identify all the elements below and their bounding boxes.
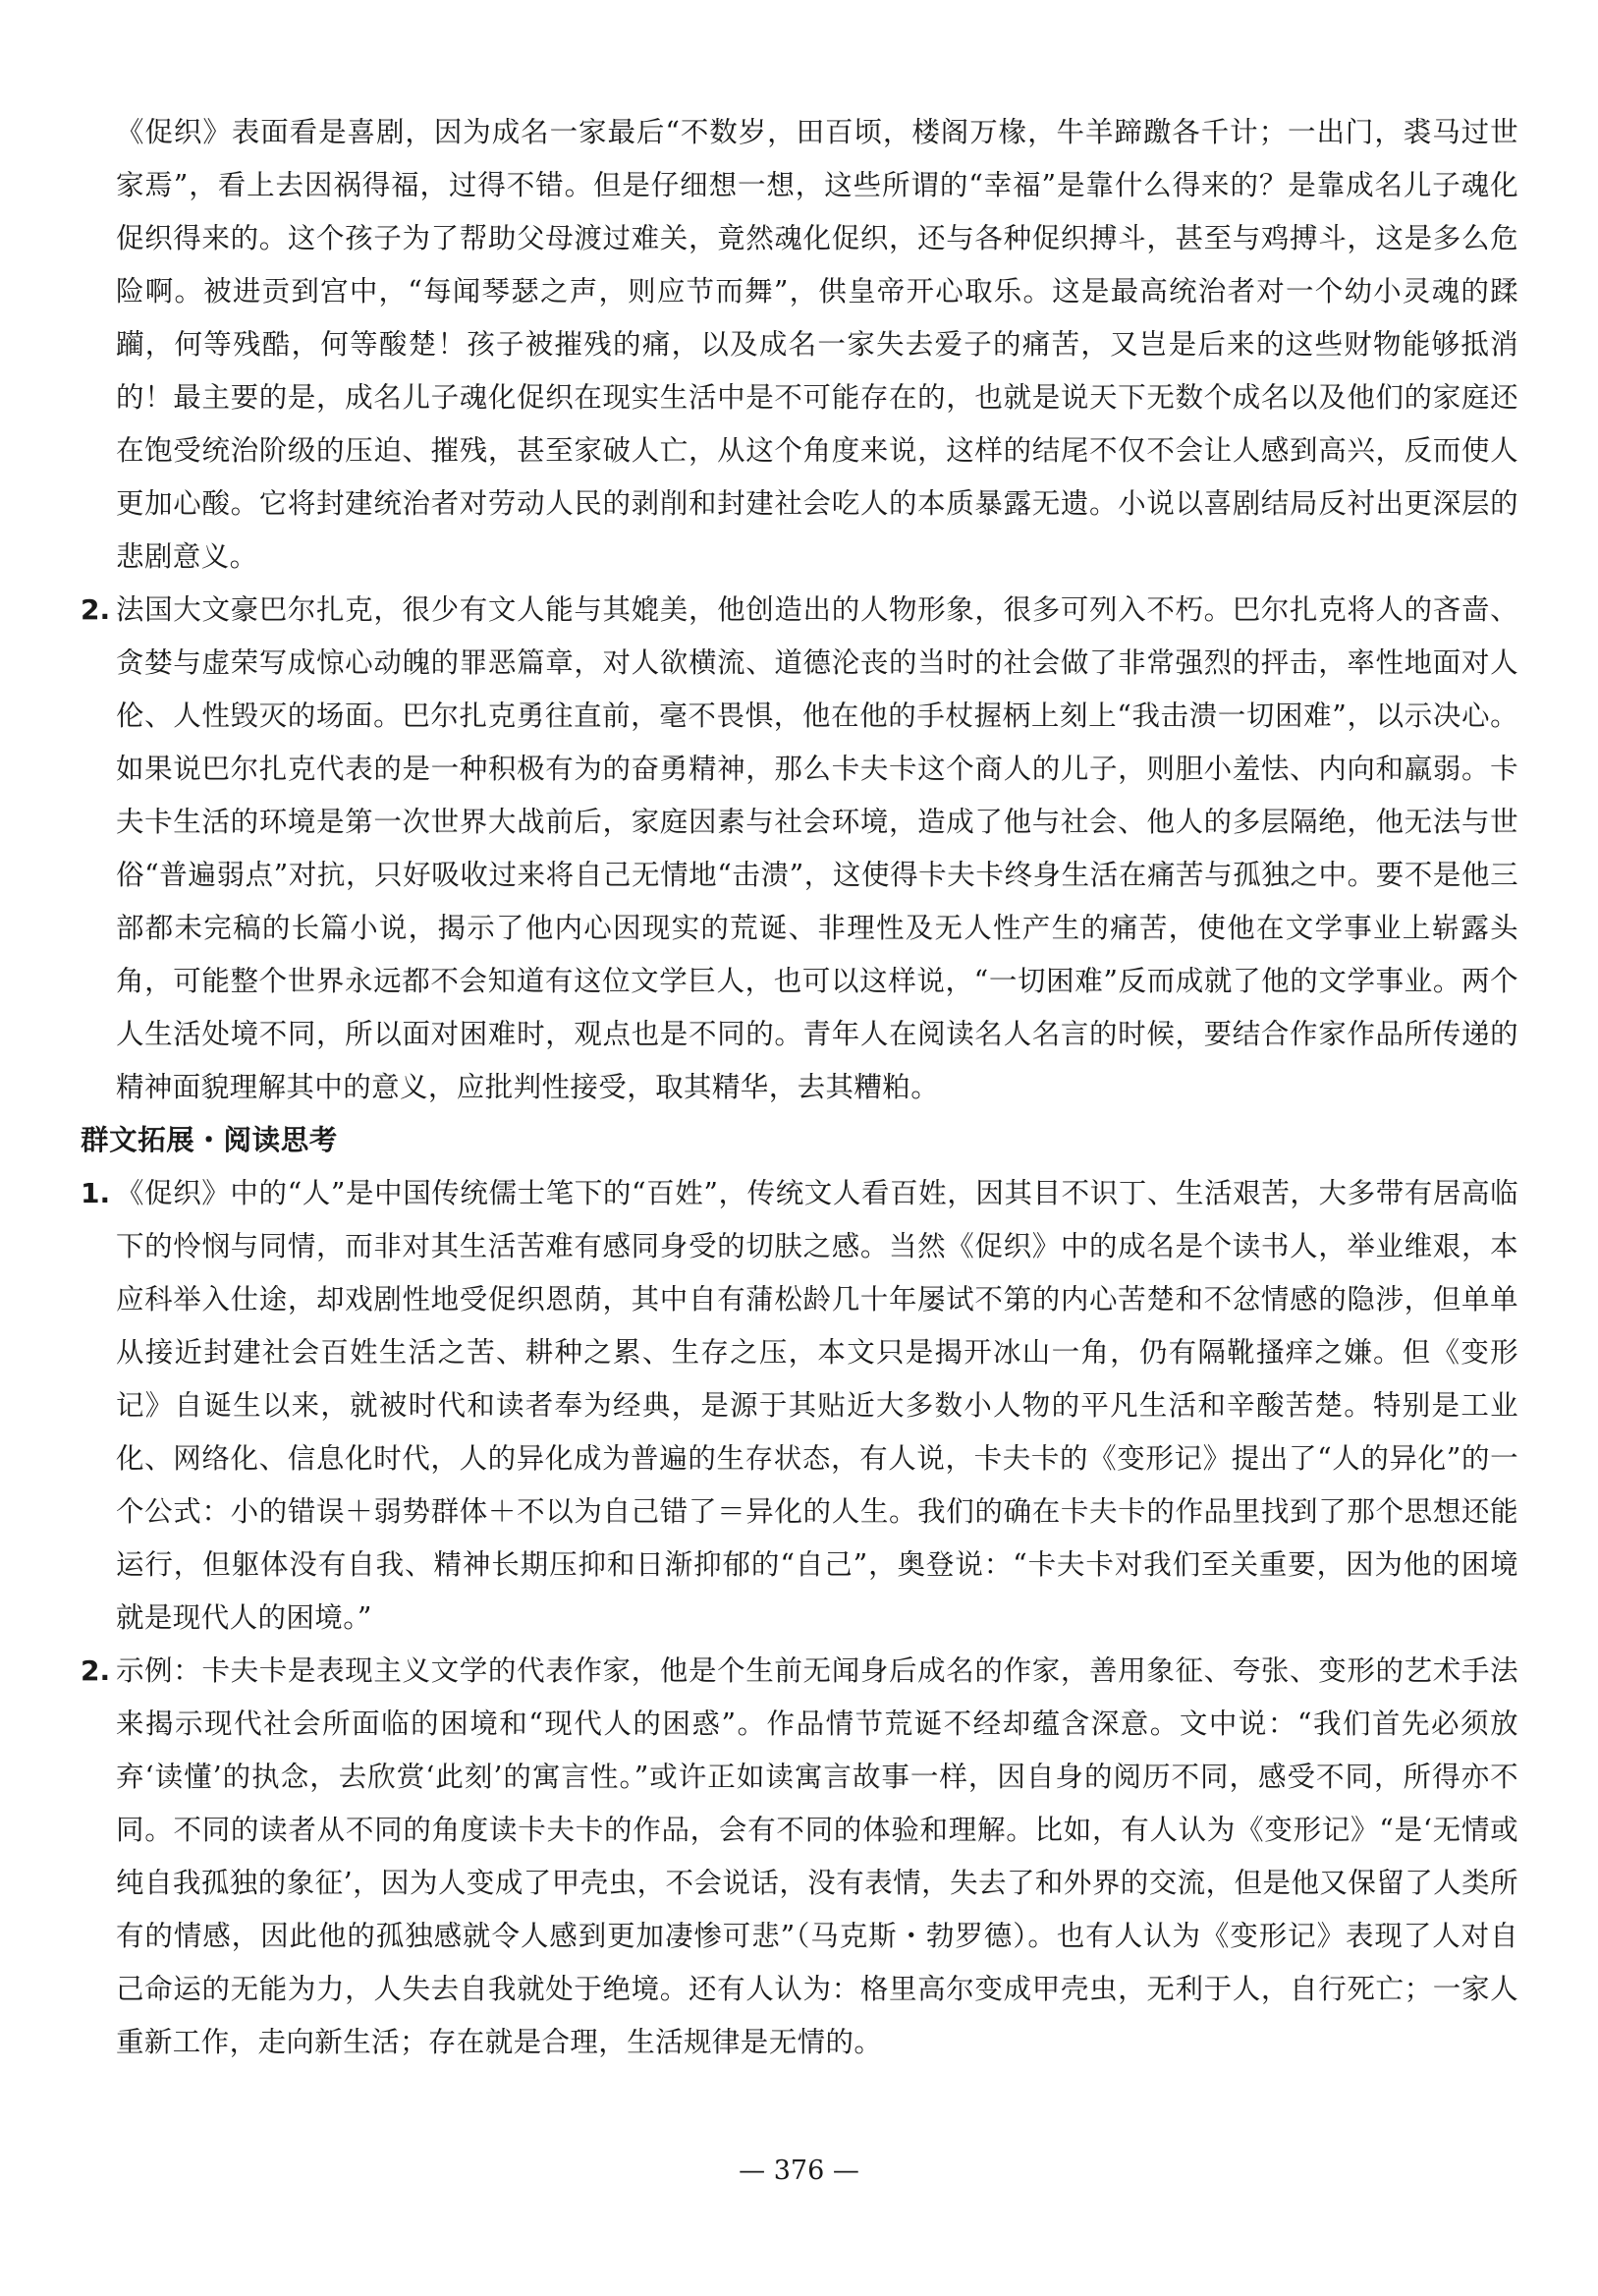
page-number: — 376 — <box>739 2156 859 2186</box>
section-item-2 <box>81 1645 1518 2069</box>
item-number: 1. <box>81 1177 111 1209</box>
continuation-paragraph: 《促织》表面看是喜剧，因为成名一家最后“不数岁，田百顷，楼阁万椽，牛羊蹄躈各千计；一出门，裘马过世家焉”，看上去因祸得福，过得不错。但是仔细想一想，这些所谓的“幸福”是靠什么得来的？是靠成名儿子魂化促织得来的。这个孩子为了帮助父母渡过难关，竟然魂化促织，还与各种促织搏斗，甚至与鸡搏斗，这是多么危险啊。被进贡到宫中，“每闻琴瑟之声，则应节而舞”，供皇帝开心取乐。这是最高统治者对一个幼小灵魂的蹂躏，何等残酷，何等酸楚！孩子被摧残的痛，以及成名一家失去爱子的痛苦，又岂是后来的这些财物能够抵消的！最主要的是，成名儿子魂化促织在现实生活中是不可能存在的，也就是说天下无数个成名以及他们的家庭还在饱受统治阶级的压迫、摧残，甚至家破人亡，从这个角度来说，这样的结尾不仅不会让人感到高兴，反而使人更加心酸。它将封建统治者对劳动人民的剥削和封建社会吃人的本质暴露无遗。小说以喜剧结局反衬出更深层的悲剧意义。 <box>116 116 1518 573</box>
item-number: 2. <box>81 1654 111 1687</box>
item-paragraph: 《促织》中的“人”是中国传统儒士笔下的“百姓”，传统文人看百姓，因其目不识丁、生活艰苦，大多带有居高临下的怜悯与同情，而非对其生活苦难有感同身受的切肤之感。当然《促织》中的成名是个读书人，举业维艰，本应科举入仕途，却戏剧性地受促织恩荫，其中自有蒲松龄几十年屡试不第的内心苦楚和不忿情感的隐涉，但单单从接近封建社会百姓生活之苦、耕种之累、生存之压，本文只是揭开冰山一角，仍有隔靴搔痒之嫌。但《变形记》自诞生以来，就被时代和读者奉为经典，是源于其贴近大多数小人物的平凡生活和辛酸苦楚。特别是工业化、网络化、信息化时代，人的异化成为普遍的生存状态，有人说，卡夫卡的《变形记》提出了“人的异化”的一个公式：小的错误＋弱势群体＋不以为自己错了＝异化的人生。我们的确在卡夫卡的作品里找到了那个思想还能运行，但躯体没有自我、精神长期压抑和日渐抑郁的“自己”，奥登说：“卡夫卡对我们至关重要，因为他的困境就是现代人的困境。” <box>116 1177 1518 1634</box>
section-item-1 <box>81 1167 1518 1645</box>
item-number: 2. <box>81 593 111 626</box>
item-paragraph: 法国大文豪巴尔扎克，很少有文人能与其媲美，他创造出的人物形象，很多可列入不朽。巴尔扎克将人的吝啬、贪婪与虚荣写成惊心动魄的罪恶篇章，对人欲横流、道德沦丧的当时的社会做了非常强烈的抨击，率性地面对人伦、人性毁灭的场面。巴尔扎克勇往直前，毫不畏惧，他在他的手杖握柄上刻上“我击溃一切困难”，以示决心。如果说巴尔扎克代表的是一种积极有为的奋勇精神，那么卡夫卡这个商人的儿子，则胆小羞怯、内向和羸弱。卡夫卡生活的环境是第一次世界大战前后，家庭因素与社会环境，造成了他与社会、他人的多层隔绝，他无法与世俗“普遍弱点”对抗，只好吸收过来将自己无情地“击溃”，这使得卡夫卡终身生活在痛苦与孤独之中。要不是他三部都未完稿的长篇小说，揭示了他内心因现实的荒诞、非理性及无人性产生的痛苦，使他在文学事业上崭露头角，可能整个世界永远都不会知道有这位文学巨人，也可以这样说，“一切困难”反而成就了他的文学事业。两个人生活处境不同，所以面对困难时，观点也是不同的。青年人在阅读名人名言的时候，要结合作家作品所传递的精神面貌理解其中的意义，应批判性接受，取其精华，去其糟粕。 <box>116 593 1518 1103</box>
item-paragraph: 示例：卡夫卡是表现主义文学的代表作家，他是个生前无闻身后成名的作家，善用象征、夸张、变形的艺术手法来揭示现代社会所面临的困境和“现代人的困惑”。作品情节荒诞不经却蕴含深意。文中说：“我们首先必须放弃‘读懂’的执念，去欣赏‘此刻’的寓言性。”或许正如读寓言故事一样，因自身的阅历不同，感受不同，所得亦不同。不同的读者从不同的角度读卡夫卡的作品，会有不同的体验和理解。比如，有人认为《变形记》“是‘无情或纯自我孤独的象征’，因为人变成了甲壳虫，不会说话，没有表情，失去了和外界的交流，但是他又保留了人类所有的情感，因此他的孤独感就令人感到更加凄惨可悲”（马克斯・勃罗德）。也有人认为《变形记》表现了人对自己命运的无能为力，人失去自我就处于绝境。还有人认为：格里高尔变成甲壳虫，无利于人，自行死亡；一家人重新工作，走向新生活；存在就是合理，生活规律是无情的。 <box>116 1654 1518 2058</box>
answer-content <box>0 106 1598 2069</box>
answer-item-2-balzac-kafka <box>81 584 1518 1114</box>
section-heading: 群文拓展・阅读思考 <box>81 1124 338 1156</box>
